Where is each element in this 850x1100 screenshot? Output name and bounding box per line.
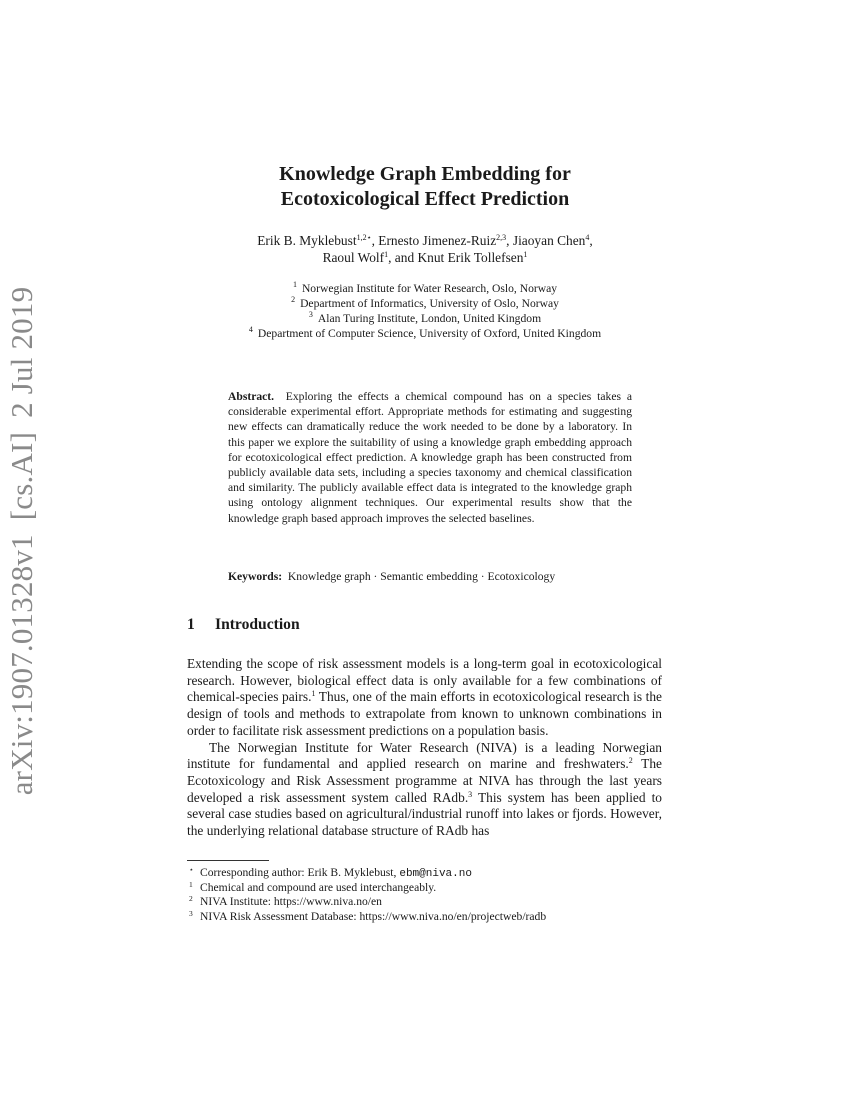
footnote-ref[interactable]: 2 xyxy=(628,756,633,766)
affiliation-text: Department of Computer Science, University of Oxford, United Kingdom xyxy=(257,327,602,340)
abstract-text: Exploring the effects a chemical compound has on a species takes a considerable experimental effort. Appropriate methods for estimating and suggesting new effects can dramatically reduce the work needed to be done by a laboratory. In this paper we explore the suitability of using a knowledge graph embedding approach for ecotoxicological effect prediction. A knowledge graph has been constructed from publicly available data sets, including a species taxonomy and chemical classification and similarity. The publicly available effect data is integrated to the knowledge graph using ontology alignment techniques. Our experimental results show that the knowledge graph based approach improves the selected baselines. xyxy=(228,390,633,525)
footnote-text[interactable]: NIVA Risk Assessment Database: https://www.niva.no/en/projectweb/radb xyxy=(200,909,547,923)
paper-title xyxy=(0,162,850,212)
section-number: 1 xyxy=(187,616,195,633)
affiliations xyxy=(0,281,850,341)
footnote-mark: 1 xyxy=(189,880,193,890)
author-list xyxy=(0,232,850,266)
author-marks: 1,2⋆ xyxy=(356,233,372,242)
affiliation-mark: 3 xyxy=(308,310,313,319)
footnote-text: Chemical and compound are used interchangeably. xyxy=(200,881,437,895)
arxiv-id[interactable]: arXiv:1907.01328v1 xyxy=(4,534,39,796)
footnotes xyxy=(187,866,667,924)
affiliation xyxy=(0,326,850,341)
author-name: Ernesto Jimenez-Ruiz xyxy=(378,233,497,248)
affiliation-text: Department of Informatics, University of Oslo, Norway xyxy=(300,297,559,310)
title-line-1: Knowledge Graph Embedding for xyxy=(279,163,571,185)
abstract-label: Abstract. xyxy=(228,390,275,403)
arxiv-category: [cs.AI] xyxy=(4,431,39,521)
footnote-ref[interactable]: 1 xyxy=(311,689,316,699)
section-title: Introduction xyxy=(215,616,300,633)
paragraph-text: Extending the scope of risk assessment models is a long-term goal in ecotoxicological research. However, biological effect data is only available for a few combinations of chemical-species pairs. xyxy=(187,656,662,705)
footnote-text[interactable]: NIVA Institute: https://www.niva.no/en xyxy=(200,895,382,909)
affiliation-mark: 1 xyxy=(292,280,297,289)
title-line-2: Ecotoxicological Effect Prediction xyxy=(280,188,570,210)
affiliation-mark: 2 xyxy=(291,295,296,304)
footnote xyxy=(187,881,667,895)
body-text xyxy=(187,656,662,840)
author-name: Raoul Wolf xyxy=(322,250,385,265)
author-marks: 1 xyxy=(384,250,389,259)
footnote xyxy=(187,866,667,881)
paragraph-text: Thus, one of the main efforts in ecotoxicological research is the design of tools and methods to extrapolate from known to unknown combinations in order to facilitate risk assessment predictions on a population basis. xyxy=(187,689,662,738)
footnote xyxy=(187,895,667,909)
author-marks: 2,3 xyxy=(496,233,507,242)
paragraph xyxy=(187,656,662,740)
author-separator: , and xyxy=(388,250,418,265)
abstract xyxy=(228,389,632,526)
author-separator: , xyxy=(506,233,513,248)
footnote xyxy=(187,910,667,924)
paragraph-text: This system has been applied to several case studies based on agricultural/industrial runoff into lakes or fjords. However, the underlying relational database structure of RAdb has xyxy=(187,789,662,839)
footnote-mark: 3 xyxy=(189,908,193,918)
paragraph xyxy=(187,740,662,840)
author-line-2 xyxy=(0,249,850,266)
footnote-text: Corresponding author: Erik B. Myklebust, xyxy=(200,866,400,879)
affiliation xyxy=(0,311,850,326)
affiliation xyxy=(0,281,850,296)
affiliation-text: Alan Turing Institute, London, United Kingdom xyxy=(317,312,542,325)
footnote-divider xyxy=(187,860,269,861)
footnote-ref[interactable]: 3 xyxy=(468,789,473,799)
keywords xyxy=(228,570,632,583)
arxiv-date: 2 Jul 2019 xyxy=(4,286,39,418)
keywords-text: Knowledge graph · Semantic embedding · Ecotoxicology xyxy=(287,570,556,583)
affiliation xyxy=(0,296,850,311)
footnote-mark: 2 xyxy=(189,894,193,904)
section-heading xyxy=(187,616,300,634)
author-line-1 xyxy=(0,232,850,249)
keywords-label: Keywords: xyxy=(228,570,283,583)
affiliation-text: Norwegian Institute for Water Research, Oslo, Norway xyxy=(301,282,558,295)
footnote-mark: ⋆ xyxy=(189,865,194,874)
paragraph-text: The Norwegian Institute for Water Research (NIVA) is a leading Norwegian institute for fundamental and applied research on marine and freshwaters. xyxy=(187,739,662,772)
author-marks: 1 xyxy=(523,250,528,259)
email-link[interactable]: ebm@niva.no xyxy=(399,868,472,880)
author-separator: , xyxy=(589,233,593,248)
author-marks: 4 xyxy=(585,233,590,242)
paragraph-text: The Ecotoxicology and Risk Assessment programme at NIVA has through the last years developed a risk assessment system called RAdb. xyxy=(187,756,662,805)
author-name: Jiaoyan Chen xyxy=(512,233,586,248)
author-name: Knut Erik Tollefsen xyxy=(417,250,524,265)
author-separator: , xyxy=(371,233,379,248)
author-name: Erik B. Myklebust xyxy=(257,233,357,248)
affiliation-mark: 4 xyxy=(248,325,253,334)
